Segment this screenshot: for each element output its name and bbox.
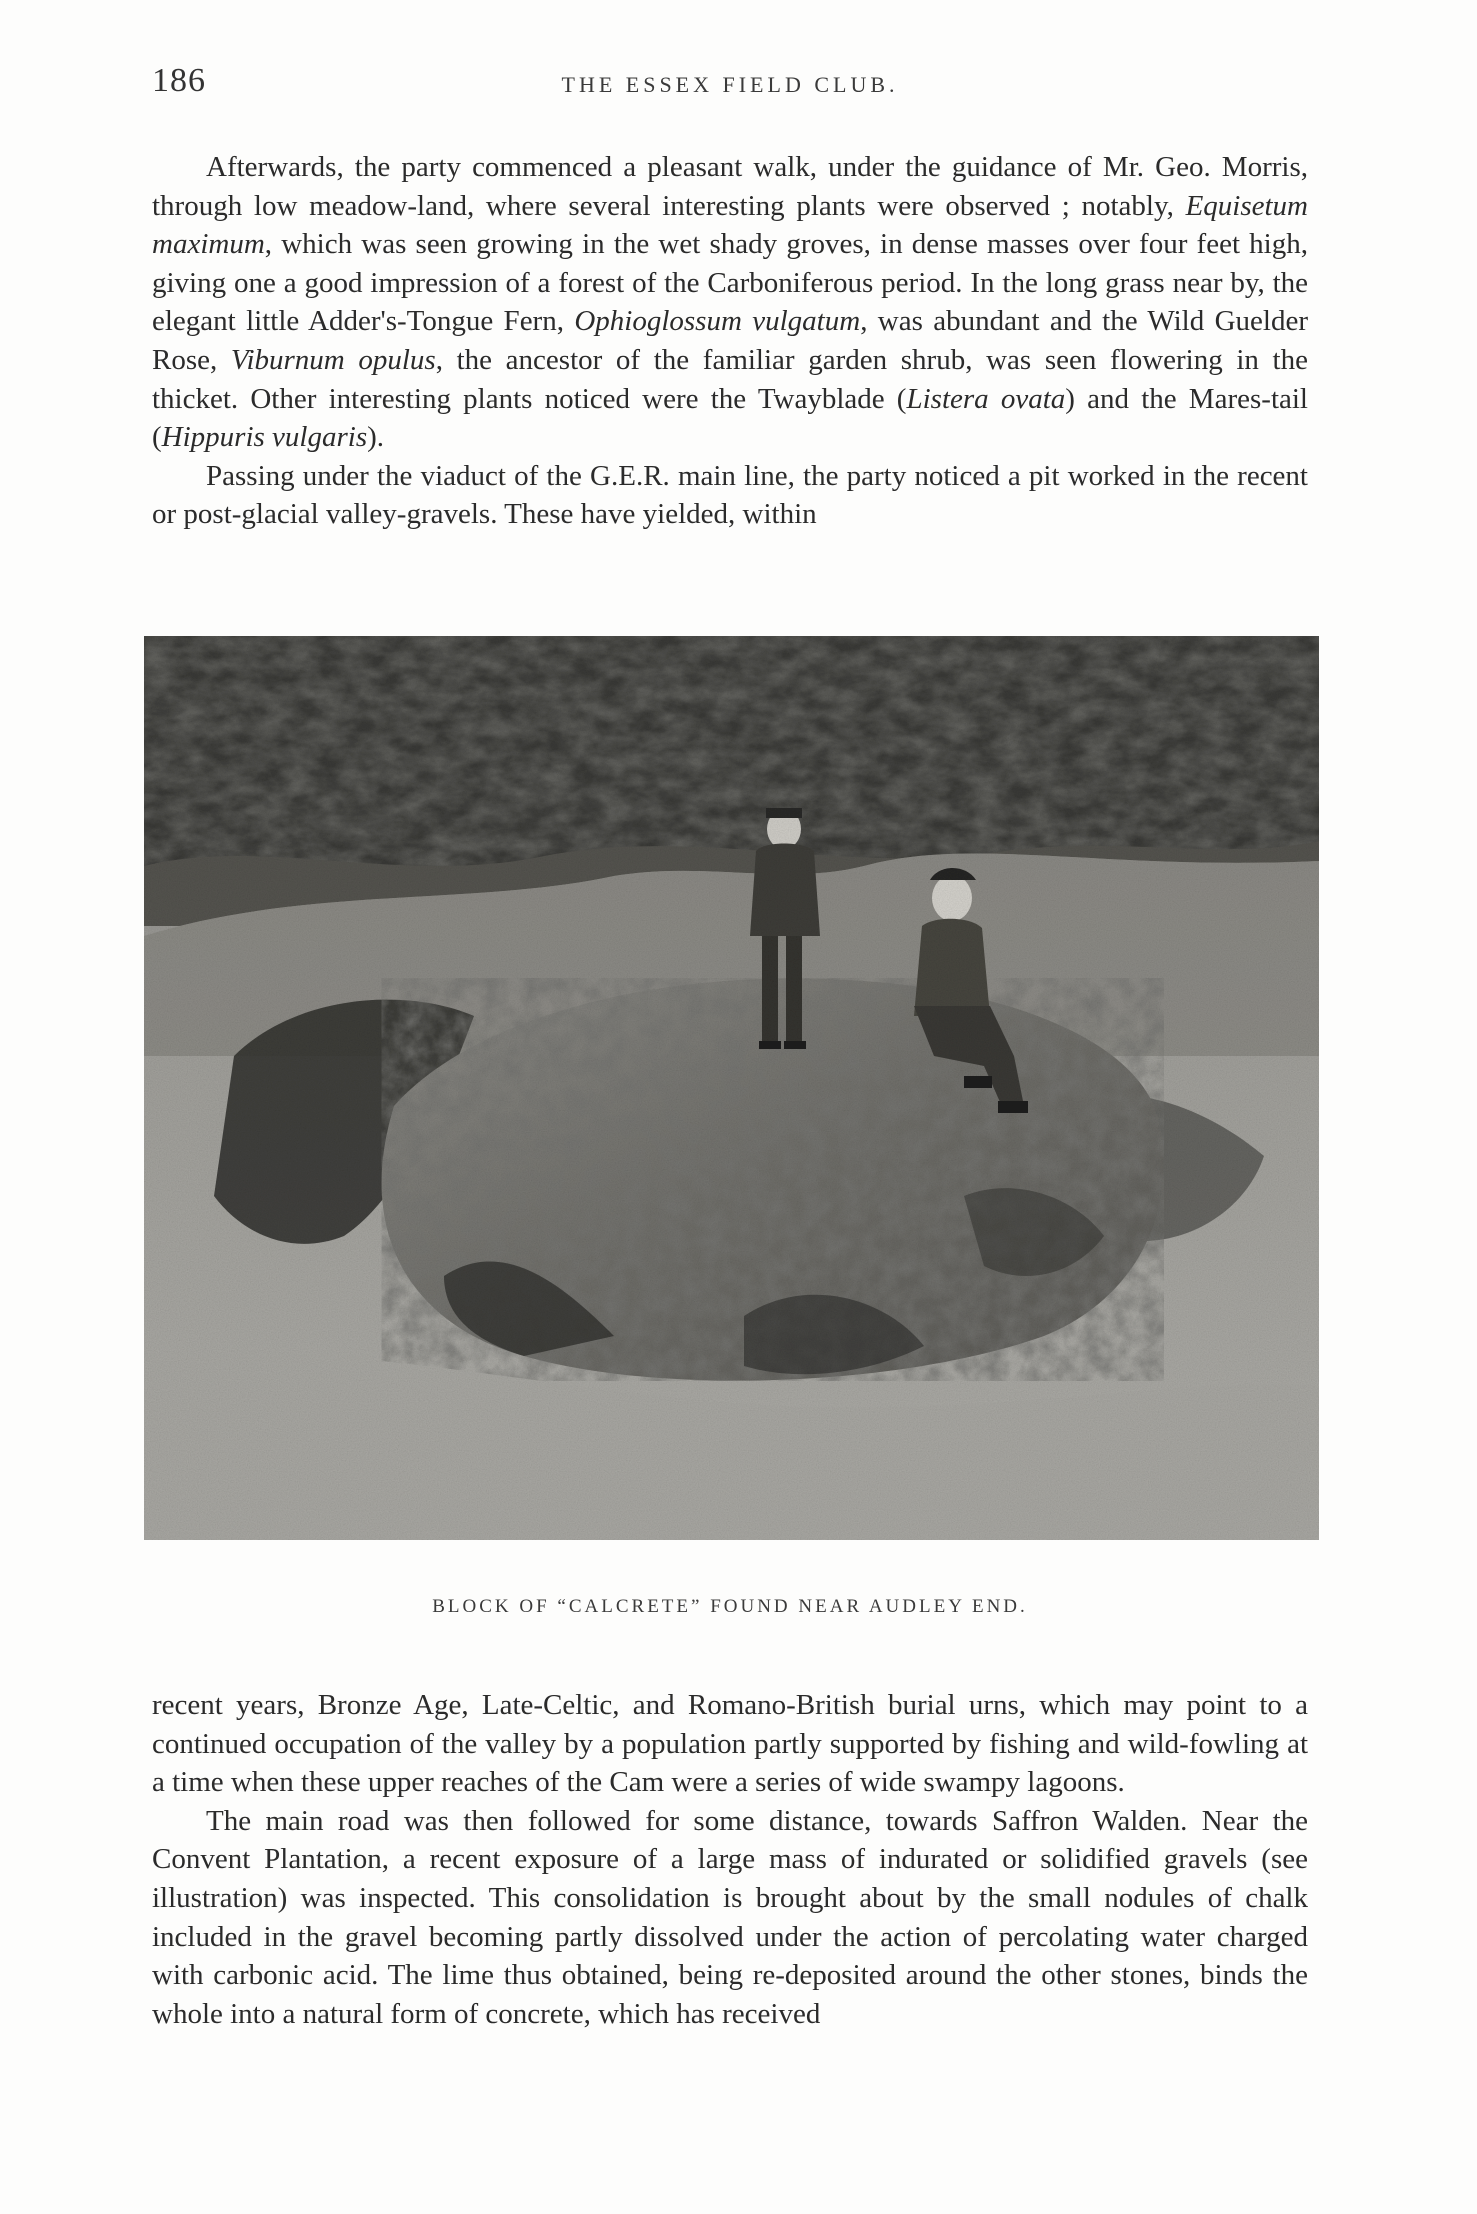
italic-run: Viburnum opulus — [230, 343, 436, 376]
italic-run: Equisetum maximum — [152, 189, 1308, 261]
text-run: ). — [367, 421, 385, 454]
figure-caption: BLOCK OF “CALCRETE” FOUND NEAR AUDLEY END. — [432, 1596, 1028, 1617]
running-title: THE ESSEX FIELD CLUB. — [561, 72, 899, 97]
text-run: , was abundant and the Wild Guelder Rose, — [152, 305, 1308, 376]
text-run: , which was seen growing in the wet shady groves, in dense masses over four feet high, giving one a good impression of a forest of the Carboniferous period. In the long grass near by, the elegant little Adder's-Tongue Fern, — [152, 228, 1308, 338]
text-run: Afterwards, the party commenced a pleasant walk, under the guidance of Mr. Geo. Morris, through low meadow-land, where several interesting plants were observed ; notably, — [152, 151, 1308, 222]
photo-scene — [144, 636, 1319, 1540]
italic-run: Ophioglossum vulgatum — [574, 305, 861, 338]
text-run: recent years, Bronze Age, Late-Celtic, and Romano-British burial urns, which may point to a continued occupation of the valley by a population partly supported by fishing and wild-fowling at a time when these upper reaches of the Cam were a series of wide swampy lagoons. — [152, 1689, 1308, 1799]
paragraph-walk — [152, 148, 1308, 457]
text-run: Passing under the viaduct of the G.E.R. main line, the party noticed a pit worked in the recent or post-glacial valley-gravels. These have yielded, within — [152, 459, 1308, 531]
italic-run: Hippuris vulgaris — [161, 421, 368, 454]
text-run: ) and the Mares-tail ( — [152, 382, 1308, 454]
text-block-top — [152, 148, 1308, 534]
paragraph-calcrete — [152, 1802, 1308, 2034]
text-run: The main road was then followed for some distance, towards Saffron Walden. Near the Convent Plantation, a recent exposure of a large mass of indurated or solidified gravels (see illustration) was inspected. This consolidation is brought about by the small nodules of chalk included in the gravel becoming partly dissolved under the action of percolating water charged with carbonic acid. The lime thus obtained, being re-deposited around the other stones, binds the whole into a natural form of concrete, which has received — [152, 1804, 1308, 2030]
page-number: 186 — [152, 62, 206, 99]
text-block-bottom — [152, 1686, 1308, 2033]
italic-run: Listera ovata — [906, 382, 1066, 415]
paragraph-viaduct — [152, 457, 1308, 534]
calcrete-photograph — [144, 636, 1319, 1540]
paragraph-burial-urns — [152, 1686, 1308, 1802]
text-run: , the ancestor of the familiar garden shrub, was seen flowering in the thicket. Other interesting plants noticed were the Twayblade ( — [152, 343, 1308, 415]
page-header — [152, 62, 1308, 112]
